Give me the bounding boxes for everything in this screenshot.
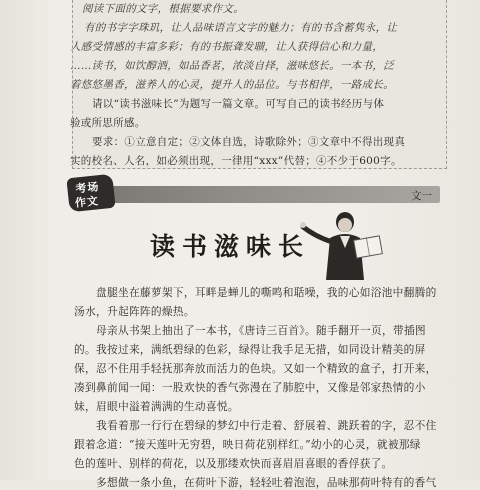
prompt-line: 有的书字字珠玑，让人品味语言文字的魅力；有的书含蓄隽永，让 bbox=[84, 22, 398, 34]
essay-line: 多想做一条小鱼，在荷叶下游，轻轻吐着泡泡，品味那荷叶特有的香气 bbox=[96, 476, 437, 489]
essay-line: 妹，眉眼中溢着满满的生动喜悦。 bbox=[74, 400, 239, 413]
essay-line: 的。我按过来，满纸碧绿的色彩，绿得让我手足无措，如同设计精美的屏 bbox=[74, 343, 426, 356]
essay-line: 母亲从书架上抽出了一本书，《唐诗三百首》。随手翻开一页，带插图 bbox=[96, 324, 426, 337]
reading-boy-illustration bbox=[300, 208, 390, 280]
essay-title: 读书滋味长 bbox=[150, 232, 311, 261]
badge-bottom-text: 作文 bbox=[74, 194, 100, 210]
essay-line: 我看着那一行行在碧绿的梦幻中行走着、舒展着、跳跃着的字，忍不住 bbox=[96, 419, 437, 432]
prompt-line: 人感受情感的丰富多彩；有的书振聋发聩，让人获得信心和力量， bbox=[70, 41, 384, 53]
section-badge bbox=[66, 174, 115, 213]
essay-line: 凑到鼻前闻一闻：一股欢快的香气弥漫在了肺腔中，又像是邻家热情的小 bbox=[74, 381, 426, 394]
prompt-line: 实的校名、人名，如必须出现，一律用“xxx”代替；④不少于600字。 bbox=[70, 155, 402, 167]
essay-label: 文一 bbox=[411, 190, 432, 202]
essay-line: 跟着念道：“接天莲叶无穷碧，映日荷花别样红。”幼小的心灵，就被那绿 bbox=[74, 438, 421, 451]
essay-line: 保，忍不住用手轻抚那奔放而活力的色块。又如一个精致的盒子，打开来， bbox=[74, 362, 437, 375]
section-bar bbox=[84, 186, 440, 203]
prompt-line: 请以“读书滋味长”为题写一篇文章。可写自己的读书经历与体 bbox=[92, 98, 385, 110]
prompt-line: 要求：①立意自定；②文体自选，诗歌除外；③文章中不得出现真 bbox=[92, 136, 406, 148]
prompt-line: 验或所思所感。 bbox=[70, 117, 146, 129]
essay-line: 汤水，升起阵阵的燥热。 bbox=[74, 305, 195, 318]
badge-top-text: 考场 bbox=[74, 180, 101, 196]
prompt-line: 着悠悠墨香，滋养人的心灵，提升人的品位。与书相伴，一路成长。 bbox=[70, 79, 394, 91]
prompt-line: 阅读下面的文字，根据要求作文。 bbox=[82, 3, 244, 15]
prompt-line: ……读书，如饮醇酒，如品香茗，浓淡自择，滋味悠长。一本书，泛 bbox=[70, 60, 394, 72]
essay-line: 色的莲叶、别样的荷花，以及那缕欢快而喜眉眉喜眼的香俘获了。 bbox=[74, 457, 393, 470]
essay-line: 盘腿坐在藤萝架下，耳畔是蝉儿的嘶鸣和聒噪，我的心如浴池中翻腾的 bbox=[96, 286, 437, 299]
